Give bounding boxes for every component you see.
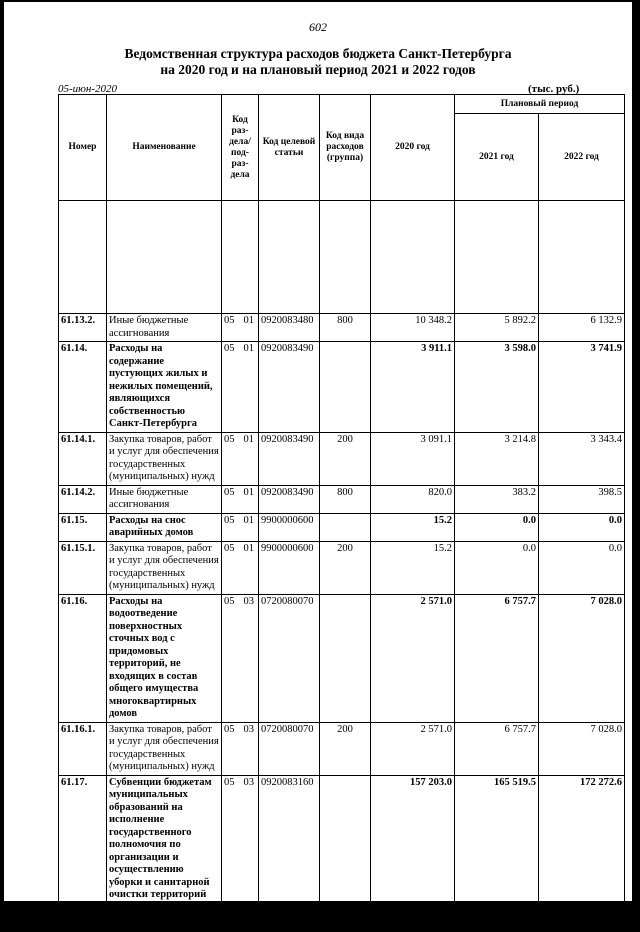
row-amount-2022: 0.0 [539,541,625,594]
header-name: Наименование [107,95,222,201]
razdel-code: 05 [224,315,235,326]
header-expense-type-code: Код вида расходов (группа) [320,95,371,201]
row-section-code [222,314,259,342]
row-amount-2021: 383.2 [455,485,539,513]
budget-table [58,94,625,932]
row-expense-type: 200 [320,432,371,485]
row-amount-2020: 2 571.0 [371,594,455,722]
row-name: Межбюджетные трансферты [107,903,222,931]
blank-row [59,201,625,314]
row-amount-2022: 172 272.6 [539,903,625,931]
table-body [59,201,625,932]
row-number: 61.14. [59,342,107,433]
row-target-code: 0720080070 [259,722,320,775]
row-number: 61.17. [59,775,107,903]
table-row [59,594,625,722]
row-number: 61.14.2. [59,485,107,513]
row-expense-type [320,342,371,433]
row-target-code: 0920083490 [259,432,320,485]
document-sheet [4,2,632,928]
subrazdel-code: 01 [243,514,254,526]
row-amount-2021: 3 214.8 [455,432,539,485]
row-name: Расходы на снос аварийных домов [107,513,222,541]
row-amount-2021: 6 757.7 [455,594,539,722]
table-row [59,342,625,433]
subrazdel-code: 03 [243,595,254,607]
row-expense-type: 200 [320,541,371,594]
header-year-2020: 2020 год [371,95,455,201]
row-amount-2021: 165 519.5 [455,775,539,903]
row-amount-2022: 6 132.9 [539,314,625,342]
row-number: 61.14.1. [59,432,107,485]
title-line-2: на 2020 год и на плановый период 2021 и 2022 годов [160,62,476,77]
row-expense-type: 500 [320,903,371,931]
row-target-code: 0920083490 [259,485,320,513]
document-date: 05-июн-2020 [58,83,118,95]
row-name: Расходы на водоотведение поверхностных сточных вод с придомовых территорий, не входящих в состав общего имущества многоквартирных домов [107,594,222,722]
row-expense-type [320,775,371,903]
row-amount-2020: 15.2 [371,541,455,594]
table-row [59,485,625,513]
page-number: 602 [309,20,327,34]
row-number: 61.13.2. [59,314,107,342]
subrazdel-code: 01 [243,486,254,498]
document-title [4,46,632,78]
row-name: Расходы на содержание пустующих жилых и нежилых помещений, являющихся собственностью Санкт-Петербурга [107,342,222,433]
row-section-code [222,432,259,485]
subrazdel-code: 03 [243,904,254,916]
row-section-code [222,722,259,775]
title-line-1: Ведомственная структура расходов бюджета Санкт-Петербурга [124,46,512,61]
header-number: Номер [59,95,107,201]
subrazdel-code: 01 [243,542,254,554]
razdel-code: 05 [224,904,235,916]
row-expense-type: 200 [320,722,371,775]
row-section-code [222,513,259,541]
row-amount-2022: 398.5 [539,485,625,513]
row-amount-2020: 3 911.1 [371,342,455,433]
razdel-code: 05 [224,542,235,554]
subrazdel-code: 01 [243,315,254,326]
unit-label: (тыс. руб.) [528,83,580,95]
row-amount-2020: 157 203.0 [371,903,455,931]
subrazdel-code: 03 [243,723,254,735]
razdel-code: 05 [224,486,235,498]
row-name: Закупка товаров, работ и услуг для обеспечения государственных (муниципальных) нужд [107,432,222,485]
table-row [59,775,625,903]
row-amount-2021: 0.0 [455,541,539,594]
table-row [59,314,625,342]
row-target-code: 0920083480 [259,314,320,342]
row-target-code: 9900000600 [259,541,320,594]
table-row [59,432,625,485]
table-row [59,541,625,594]
header-target-code: Код целевой статьи [259,95,320,201]
row-amount-2022: 0.0 [539,513,625,541]
row-amount-2022: 172 272.6 [539,775,625,903]
row-name: Субвенции бюджетам муниципальных образований на исполнение государственного полномочия по организации и осуществлению уборки и санитарной очистки территорий [107,775,222,903]
row-amount-2021: 165 519.5 [455,903,539,931]
razdel-code: 05 [224,595,235,607]
row-amount-2021: 6 757.7 [455,722,539,775]
row-amount-2021: 3 598.0 [455,342,539,433]
razdel-code: 05 [224,433,235,445]
razdel-code: 05 [224,723,235,735]
row-amount-2021: 0.0 [455,513,539,541]
row-name: Закупка товаров, работ и услуг для обеспечения государственных (муниципальных) нужд [107,722,222,775]
row-section-code [222,594,259,722]
row-expense-type: 800 [320,485,371,513]
row-number: 61.17.1. [59,903,107,931]
row-expense-type [320,594,371,722]
row-section-code [222,342,259,433]
row-name: Закупка товаров, работ и услуг для обеспечения государственных (муниципальных) нужд [107,541,222,594]
razdel-code: 05 [224,514,235,526]
row-amount-2020: 157 203.0 [371,775,455,903]
table-row [59,513,625,541]
row-amount-2020: 3 091.1 [371,432,455,485]
subrazdel-code: 03 [243,776,254,788]
row-amount-2022: 7 028.0 [539,722,625,775]
row-section-code [222,775,259,903]
row-name: Иные бюджетные ассигнования [107,485,222,513]
row-target-code: 0920083490 [259,342,320,433]
row-expense-type: 800 [320,314,371,342]
row-target-code: 0720080070 [259,594,320,722]
header-year-2022: 2022 год [539,114,625,201]
row-number: 61.15. [59,513,107,541]
row-section-code [222,485,259,513]
row-amount-2020: 10 348.2 [371,314,455,342]
header-year-2021: 2021 год [455,114,539,201]
row-amount-2020: 820.0 [371,485,455,513]
header-planned-period: Плановый период [455,95,625,114]
razdel-code: 05 [224,343,235,354]
header-section-code: Код раз-дела/ под-раз-дела [222,95,259,201]
subrazdel-code: 01 [243,343,254,354]
row-name: Иные бюджетные ассигнования [107,314,222,342]
row-amount-2020: 2 571.0 [371,722,455,775]
row-amount-2022: 3 343.4 [539,432,625,485]
row-amount-2022: 3 741.9 [539,342,625,433]
row-target-code: 0920083160 [259,775,320,903]
row-expense-type [320,513,371,541]
table-row [59,903,625,931]
table-row [59,722,625,775]
row-amount-2022: 7 028.0 [539,594,625,722]
row-target-code: 9900000600 [259,513,320,541]
row-amount-2020: 15.2 [371,513,455,541]
razdel-code: 05 [224,776,235,788]
row-section-code [222,903,259,931]
subrazdel-code: 01 [243,433,254,445]
row-number: 61.15.1. [59,541,107,594]
row-number: 61.16.1. [59,722,107,775]
row-number: 61.16. [59,594,107,722]
row-section-code [222,541,259,594]
row-amount-2021: 5 892.2 [455,314,539,342]
row-target-code: 0920083160 [259,903,320,931]
